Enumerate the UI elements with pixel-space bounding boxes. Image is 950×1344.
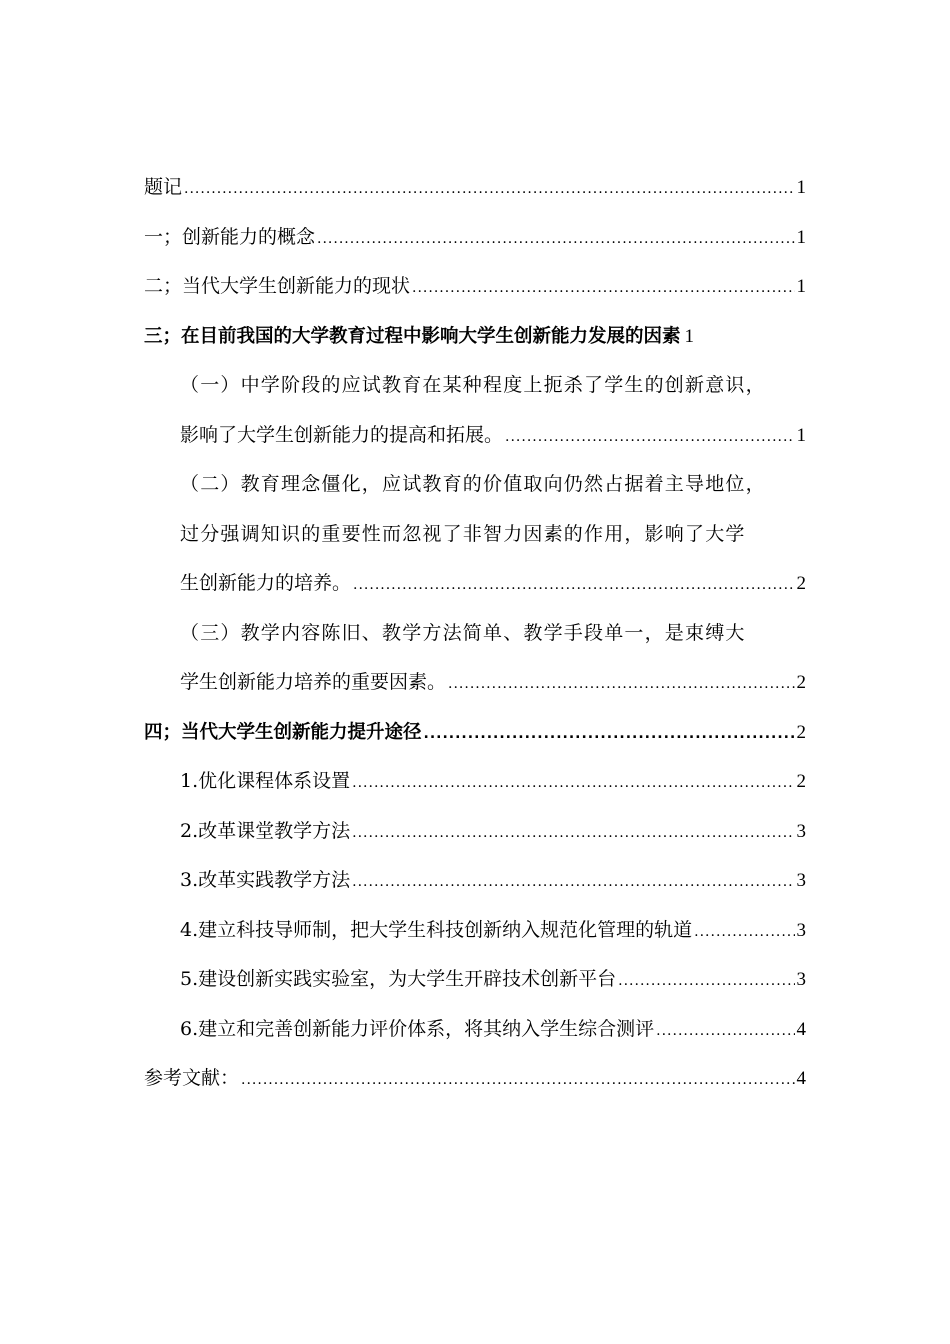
toc-page-number: 3 [796,919,806,941]
toc-entry-section-4-6[interactable] [144,1005,806,1055]
toc-leader-dots [448,660,794,710]
toc-entry-section-4-3[interactable] [144,856,806,906]
toc-entry-label: 生创新能力的培养。 [180,572,352,594]
toc-entry-label: 一；创新能力的概念 [144,225,316,248]
toc-leader-dots [424,710,795,760]
toc-entry-section-3-2[interactable] [144,460,806,609]
toc-page-number: 2 [796,771,806,792]
toc-entry-section-4-2[interactable] [144,807,806,857]
toc-entry-section-3-3[interactable] [144,609,806,708]
toc-page-number: 2 [796,721,806,743]
toc-entry-label: 三；在目前我国的大学教育过程中影响大学生创新能力发展的因素 [144,325,681,347]
toc-entry-foreword[interactable] [144,163,806,213]
toc-entry-last-line [144,559,806,609]
toc-entry-label: 6.建立和完善创新能力评价体系，将其纳入学生综合测评 [180,1017,655,1040]
toc-page-number: 1 [684,325,695,347]
toc-entry-section-2[interactable] [144,262,806,312]
toc-leader-dots [317,215,794,265]
toc-leader-dots [184,165,794,215]
toc-page-number: 2 [796,573,806,594]
toc-entry-section-3[interactable] [144,312,806,362]
toc-leader-dots [352,809,794,859]
toc-entry-last-line [144,411,806,461]
toc-entry-label: 二；当代大学生创新能力的现状 [144,275,411,297]
toc-entry-last-line [144,658,806,708]
toc-entry-label: 4.建立科技导师制，把大学生科技创新纳入规范化管理的轨道 [180,918,693,941]
toc-entry-label: 2.改革课堂教学方法 [180,819,351,842]
toc-leader-dots [241,1056,794,1106]
toc-entry-section-4-4[interactable] [144,906,806,956]
toc-entry-label: 参考文献： [144,1067,240,1089]
toc-entry-label: 影响了大学生创新能力的提高和拓展。 [180,423,504,446]
toc-entry-text-line: 过分强调知识的重要性而忽视了非智力因素的作用，影响了大学 [180,522,746,545]
toc-page-number: 1 [796,226,806,248]
toc-leader-dots [694,908,794,958]
toc-entry-label: 题记 [144,176,183,198]
toc-entry-label: 5.建设创新实践实验室，为大学生开辟技术创新平台 [180,968,617,990]
toc-entry-label: 3.改革实践教学方法 [180,869,351,891]
toc-entry-section-1[interactable] [144,213,806,263]
toc-entry-section-4-1[interactable] [144,757,806,807]
toc-entry-section-4-5[interactable] [144,955,806,1005]
toc-leader-dots [352,759,794,809]
toc-leader-dots [352,858,794,908]
toc-leader-dots [505,413,794,463]
toc-entry-text-line: （一）中学阶段的应试教育在某种程度上扼杀了学生的创新意识， [180,374,766,396]
toc-page-number: 3 [796,870,806,891]
toc-leader-dots [618,957,794,1007]
toc-page-number: 2 [796,672,806,693]
toc-page-number: 3 [796,820,806,842]
toc-page-number: 1 [796,276,806,297]
toc-entry-text-line: （三）教学内容陈旧、教学方法简单、教学手段单一，是束缚大 [180,621,746,644]
toc-page-number: 4 [796,1068,806,1089]
toc-entry-text-line: （二）教育理念僵化，应试教育的价值取向仍然占据着主导地位， [180,473,766,495]
toc-entry-section-3-1[interactable] [144,361,806,460]
toc-leader-dots [353,561,794,611]
toc-leader-dots [656,1007,794,1057]
toc-entry-label: 1.优化课程体系设置 [180,770,351,792]
toc-leader-dots [412,264,794,314]
toc-entry-references[interactable] [144,1054,806,1104]
toc-entry-label: 四；当代大学生创新能力提升途径 [144,721,422,743]
toc-page-number: 1 [796,177,806,198]
toc-entry-label: 学生创新能力培养的重要因素。 [180,671,447,693]
toc-page-number: 4 [796,1018,806,1040]
toc-page-number: 3 [796,969,806,990]
toc-page-number: 1 [796,424,806,446]
toc-entry-section-4[interactable] [144,708,806,758]
table-of-contents [144,163,806,1104]
